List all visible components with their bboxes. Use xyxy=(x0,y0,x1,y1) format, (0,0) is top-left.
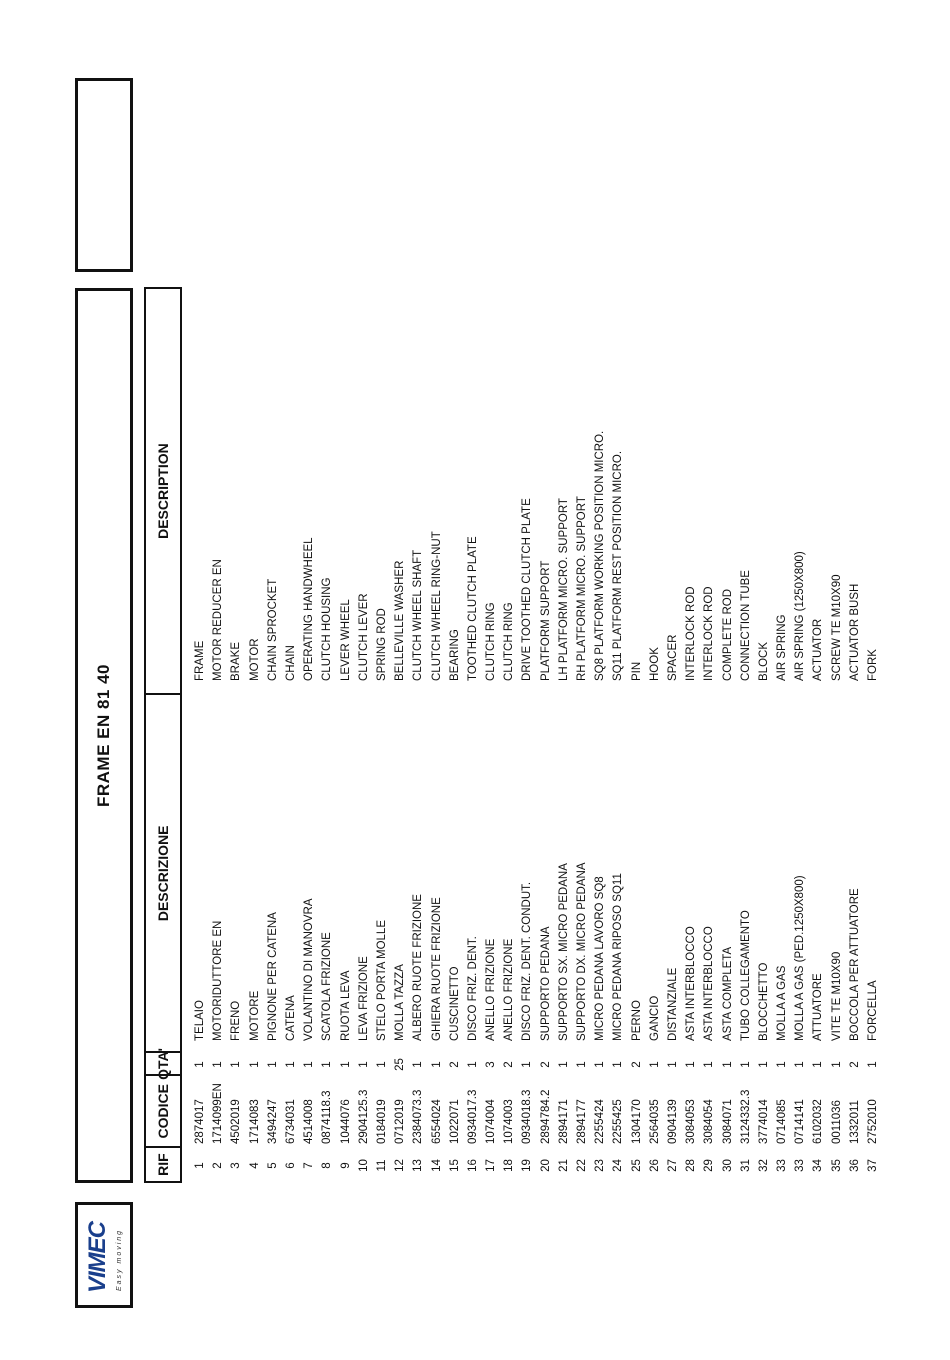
cell-descrizione: TELAIO xyxy=(194,1000,207,1041)
cell-descrizione: BOCCOLA PER ATTUATORE xyxy=(848,888,861,1041)
blank-corner-box xyxy=(75,78,133,272)
cell-descrizione: ATTUATORE xyxy=(812,973,825,1041)
cell-descrizione: MOTORE xyxy=(248,990,261,1041)
cell-description: PLATFORM SUPPORT xyxy=(539,560,552,681)
cell-descrizione: DISTANZIALE xyxy=(666,967,679,1041)
title-box xyxy=(75,288,133,1183)
cell-qta: 1 xyxy=(557,1061,570,1068)
header-codice: CODICE xyxy=(146,1074,180,1146)
cell-qta: 1 xyxy=(321,1061,334,1068)
table-row xyxy=(737,287,755,1183)
cell-qta: 1 xyxy=(375,1061,388,1068)
cell-descrizione: ANELLO FRIZIONE xyxy=(485,938,498,1041)
cell-descrizione: CATENA xyxy=(285,995,298,1041)
cell-qta: 1 xyxy=(612,1061,625,1068)
cell-description: LEVER WHEEL xyxy=(339,599,352,681)
table-row xyxy=(391,287,409,1183)
cell-qta: 1 xyxy=(430,1061,443,1068)
table-row xyxy=(500,287,518,1183)
cell-descrizione: ALBERO RUOTE FRIZIONE xyxy=(412,894,425,1041)
cell-qta: 1 xyxy=(685,1061,698,1068)
table-row xyxy=(700,287,718,1183)
cell-descrizione: MOLLA A GAS (PED.1250X800) xyxy=(794,875,807,1041)
cell-descrizione: ASTA COMPLETA xyxy=(721,946,734,1041)
cell-rif: 14 xyxy=(430,1159,443,1172)
table-row xyxy=(355,287,373,1183)
cell-description: CHAIN SPROCKET xyxy=(266,578,279,681)
cell-descrizione: SUPPORTO SX. MICRO PEDANA xyxy=(557,863,570,1041)
cell-qta: 1 xyxy=(266,1061,279,1068)
cell-qta: 1 xyxy=(412,1061,425,1068)
cell-qta: 1 xyxy=(212,1061,225,1068)
cell-codice: 0011036 xyxy=(830,1100,843,1144)
cell-qta: 1 xyxy=(466,1061,479,1068)
cell-codice: 2564035 xyxy=(648,1099,661,1144)
cell-rif: 4 xyxy=(248,1162,261,1169)
cell-qta: 1 xyxy=(230,1061,243,1068)
cell-qta: 1 xyxy=(812,1061,825,1068)
cell-rif: 21 xyxy=(557,1159,570,1172)
cell-codice: 2904125.3 xyxy=(357,1089,370,1144)
cell-qta: 2 xyxy=(539,1061,552,1068)
cell-description: ACTUATOR BUSH xyxy=(848,583,861,681)
cell-qta: 1 xyxy=(794,1061,807,1068)
cell-qta: 1 xyxy=(776,1061,789,1068)
table-row xyxy=(573,287,591,1183)
cell-description: CONNECTION TUBE xyxy=(739,570,752,681)
cell-descrizione: VOLANTINO DI MANOVRA xyxy=(303,898,316,1041)
cell-description: AIR SPRING (1250X800) xyxy=(794,551,807,681)
cell-codice: 2384073.3 xyxy=(412,1089,425,1144)
table-row xyxy=(773,287,791,1183)
cell-codice: 1074003 xyxy=(503,1099,516,1144)
table-row xyxy=(609,287,627,1183)
table-row xyxy=(718,287,736,1183)
cell-codice: 0904139 xyxy=(666,1099,679,1144)
cell-codice: 4502019 xyxy=(230,1099,243,1144)
cell-description: BELLEVILLE WASHER xyxy=(394,560,407,681)
cell-codice: 0934017.3 xyxy=(466,1089,479,1144)
cell-descrizione: SCATOLA FRIZIONE xyxy=(321,932,334,1041)
table-row xyxy=(337,287,355,1183)
table-row xyxy=(409,287,427,1183)
cell-descrizione: VITE TE M10X90 xyxy=(830,951,843,1041)
cell-descrizione: TUBO COLLEGAMENTO xyxy=(739,910,752,1041)
cell-rif: 31 xyxy=(739,1159,752,1172)
table-row xyxy=(300,287,318,1183)
cell-qta: 1 xyxy=(721,1061,734,1068)
cell-codice: 2874017 xyxy=(194,1099,207,1144)
cell-rif: 25 xyxy=(630,1159,643,1172)
cell-codice: 0184019 xyxy=(375,1099,388,1144)
table-row xyxy=(482,287,500,1183)
cell-qta: 1 xyxy=(576,1061,589,1068)
cell-description: OPERATING HANDWHEEL xyxy=(303,537,316,681)
cell-description: FRAME xyxy=(194,640,207,681)
cell-description: HOOK xyxy=(648,647,661,681)
cell-qta: 1 xyxy=(248,1061,261,1068)
table-row xyxy=(282,287,300,1183)
cell-rif: 33 xyxy=(794,1159,807,1172)
cell-qta: 1 xyxy=(739,1061,752,1068)
cell-codice: 6102032 xyxy=(812,1099,825,1144)
table-row xyxy=(464,287,482,1183)
cell-description: CLUTCH HOUSING xyxy=(321,577,334,681)
table-row xyxy=(755,287,773,1183)
cell-descrizione: FORCELLA xyxy=(867,980,880,1041)
cell-descrizione: MOLLA A GAS xyxy=(776,965,789,1041)
cell-descrizione: BLOCCHETTO xyxy=(757,962,770,1041)
cell-qta: 2 xyxy=(503,1061,516,1068)
header-rif: RIF xyxy=(146,1146,180,1181)
cell-description: SQ11 PLATFORM REST POSITION MICRO. xyxy=(612,450,625,681)
cell-rif: 24 xyxy=(612,1159,625,1172)
cell-descrizione: DISCO FRIZ. DENT. CONDUT. xyxy=(521,881,534,1041)
cell-description: BLOCK xyxy=(757,642,770,681)
cell-qta: 1 xyxy=(757,1061,770,1068)
cell-descrizione: MICRO PEDANA RIPOSO SQ11 xyxy=(612,873,625,1041)
cell-description: BRAKE xyxy=(230,642,243,681)
cell-codice: 3774014 xyxy=(757,1099,770,1144)
cell-qta: 2 xyxy=(630,1061,643,1068)
cell-rif: 16 xyxy=(466,1159,479,1172)
cell-codice: 3494247 xyxy=(266,1099,279,1144)
cell-rif: 7 xyxy=(303,1162,316,1169)
cell-description: RH PLATFORM MICRO. SUPPORT xyxy=(576,496,589,681)
cell-description: PIN xyxy=(630,661,643,681)
cell-descrizione: PIGNONE PER CATENA xyxy=(266,912,279,1041)
cell-rif: 26 xyxy=(648,1159,661,1172)
cell-rif: 30 xyxy=(721,1159,734,1172)
cell-rif: 9 xyxy=(339,1162,352,1169)
cell-rif: 20 xyxy=(539,1159,552,1172)
table-row xyxy=(227,287,245,1183)
table-row xyxy=(555,287,573,1183)
cell-descrizione: DISCO FRIZ. DENT. xyxy=(466,936,479,1041)
cell-descrizione: STELO PORTA MOLLE xyxy=(375,919,388,1041)
table-row xyxy=(628,287,646,1183)
brand-logo xyxy=(75,1202,133,1308)
cell-descrizione: SUPPORTO PEDANA xyxy=(539,926,552,1041)
cell-qta: 1 xyxy=(357,1061,370,1068)
cell-qta: 25 xyxy=(394,1058,407,1071)
cell-rif: 29 xyxy=(703,1159,716,1172)
cell-codice: 1044076 xyxy=(339,1099,352,1144)
cell-codice: 1304170 xyxy=(630,1099,643,1144)
cell-rif: 2 xyxy=(212,1162,225,1169)
cell-qta: 3 xyxy=(485,1061,498,1068)
table-row xyxy=(537,287,555,1183)
table-row xyxy=(791,287,809,1183)
table-row xyxy=(846,287,864,1183)
cell-qta: 1 xyxy=(521,1061,534,1068)
cell-qta: 1 xyxy=(285,1061,298,1068)
cell-rif: 6 xyxy=(285,1162,298,1169)
cell-description: CLUTCH WHEEL RING-NUT xyxy=(430,531,443,681)
cell-rif: 22 xyxy=(576,1159,589,1172)
cell-codice: 2255425 xyxy=(612,1099,625,1144)
cell-rif: 27 xyxy=(666,1159,679,1172)
table-row xyxy=(682,287,700,1183)
cell-codice: 1714083 xyxy=(248,1099,261,1144)
cell-descrizione: CUSCINETTO xyxy=(448,966,461,1041)
header-description: DESCRIPTION xyxy=(155,443,171,539)
page-title: FRAME EN 81 40 xyxy=(94,663,113,808)
cell-codice: 0874118.3 xyxy=(321,1090,334,1144)
cell-rif: 33 xyxy=(776,1159,789,1172)
cell-qta: 1 xyxy=(867,1061,880,1068)
cell-description: MOTOR REDUCER EN xyxy=(212,559,225,681)
cell-descrizione: MICRO PEDANA LAVORO SQ8 xyxy=(594,876,607,1041)
cell-qta: 1 xyxy=(339,1061,352,1068)
cell-codice: 2894171 xyxy=(557,1099,570,1144)
cell-description: CLUTCH RING xyxy=(503,602,516,681)
cell-codice: 3084054 xyxy=(703,1099,716,1144)
cell-description: CLUTCH RING xyxy=(485,602,498,681)
cell-rif: 36 xyxy=(848,1159,861,1172)
cell-descrizione: MOTORIDUTTORE EN xyxy=(212,920,225,1041)
header-qta: QTA' xyxy=(146,1051,180,1074)
cell-descrizione: FRENO xyxy=(230,1000,243,1041)
cell-codice: 3124332.3 xyxy=(739,1089,752,1144)
cell-description: INTERLOCK ROD xyxy=(703,586,716,681)
cell-codice: 3084053 xyxy=(685,1099,698,1144)
cell-description: LH PLATFORM MICRO. SUPPORT xyxy=(557,498,570,681)
cell-qta: 1 xyxy=(648,1061,661,1068)
table-row xyxy=(828,287,846,1183)
cell-rif: 1 xyxy=(194,1162,207,1169)
cell-qta: 1 xyxy=(303,1061,316,1068)
cell-description: FORK xyxy=(867,649,880,681)
cell-description: SPACER xyxy=(666,634,679,681)
logo-wordmark: VIMEC xyxy=(84,1221,111,1293)
cell-codice: 0934018.3 xyxy=(521,1089,534,1144)
table-row xyxy=(264,287,282,1183)
cell-qta: 2 xyxy=(848,1061,861,1068)
cell-codice: 0712019 xyxy=(394,1099,407,1144)
cell-rif: 3 xyxy=(230,1162,243,1169)
table-row xyxy=(518,287,536,1183)
cell-codice: 1714099EN xyxy=(212,1083,225,1144)
cell-description: ACTUATOR xyxy=(812,618,825,681)
cell-rif: 11 xyxy=(375,1159,388,1172)
cell-codice: 2255424 xyxy=(594,1099,607,1144)
cell-descrizione: GANCIO xyxy=(648,995,661,1041)
cell-description: TOOTHED CLUTCH PLATE xyxy=(466,536,479,681)
cell-descrizione: GHIERA RUOTE FRIZIONE xyxy=(430,897,443,1041)
table-row xyxy=(591,287,609,1183)
table-header xyxy=(144,287,182,1183)
cell-descrizione: SUPPORTO DX. MICRO PEDANA xyxy=(576,862,589,1041)
cell-description: SCREW TE M10X90 xyxy=(830,574,843,681)
cell-codice: 1074004 xyxy=(485,1099,498,1144)
cell-rif: 12 xyxy=(394,1159,407,1172)
cell-descrizione: PERNO xyxy=(630,1000,643,1041)
cell-codice: 3084071 xyxy=(721,1099,734,1144)
cell-rif: 28 xyxy=(685,1159,698,1172)
cell-descrizione: RUOTA LEVA xyxy=(339,970,352,1041)
cell-rif: 8 xyxy=(321,1162,334,1169)
table-row xyxy=(318,287,336,1183)
cell-qta: 1 xyxy=(666,1061,679,1068)
table-row xyxy=(446,287,464,1183)
cell-description: COMPLETE ROD xyxy=(721,588,734,681)
cell-rif: 18 xyxy=(503,1159,516,1172)
cell-description: SQ8 PLATFORM WORKING POSITION MICRO. xyxy=(594,430,607,681)
cell-qta: 1 xyxy=(830,1061,843,1068)
cell-rif: 34 xyxy=(812,1159,825,1172)
cell-description: AIR SPRING xyxy=(776,614,789,681)
table-row xyxy=(191,287,209,1183)
cell-rif: 15 xyxy=(448,1159,461,1172)
table-row xyxy=(209,287,227,1183)
cell-rif: 35 xyxy=(830,1159,843,1172)
cell-rif: 19 xyxy=(521,1159,534,1172)
cell-qta: 1 xyxy=(703,1061,716,1068)
cell-codice: 2894177 xyxy=(576,1099,589,1144)
cell-description: INTERLOCK ROD xyxy=(685,586,698,681)
table-row xyxy=(246,287,264,1183)
cell-descrizione: LEVA FRIZIONE xyxy=(357,956,370,1041)
cell-description: SPRING ROD xyxy=(375,608,388,681)
logo-tagline: Easy moving xyxy=(116,1228,123,1291)
cell-rif: 17 xyxy=(485,1159,498,1172)
cell-description: CLUTCH LEVER xyxy=(357,593,370,681)
cell-descrizione: ANELLO FRIZIONE xyxy=(503,938,516,1041)
cell-codice: 4514008 xyxy=(303,1099,316,1144)
cell-qta: 2 xyxy=(448,1061,461,1068)
cell-rif: 10 xyxy=(357,1159,370,1172)
cell-rif: 13 xyxy=(412,1159,425,1172)
table-row xyxy=(664,287,682,1183)
cell-rif: 5 xyxy=(266,1162,279,1169)
cell-codice: 2752010 xyxy=(867,1099,880,1144)
cell-descrizione: MOLLA TAZZA xyxy=(394,964,407,1041)
cell-rif: 32 xyxy=(757,1159,770,1172)
cell-codice: 2894784.2 xyxy=(539,1089,552,1144)
table-row xyxy=(864,287,882,1183)
cell-codice: 1332011 xyxy=(848,1100,861,1144)
cell-codice: 6554024 xyxy=(430,1099,443,1144)
cell-description: BEARING xyxy=(448,629,461,681)
cell-description: CHAIN xyxy=(285,645,298,681)
cell-description: CLUTCH WHEEL SHAFT xyxy=(412,549,425,681)
table-row xyxy=(809,287,827,1183)
cell-codice: 1022071 xyxy=(448,1099,461,1144)
cell-descrizione: ASTA INTERBLOCCO xyxy=(685,926,698,1041)
cell-description: MOTOR xyxy=(248,638,261,681)
cell-qta: 1 xyxy=(594,1061,607,1068)
cell-rif: 37 xyxy=(867,1159,880,1172)
parts-table-body xyxy=(191,287,882,1183)
header-descrizione: DESCRIZIONE xyxy=(146,693,180,1051)
table-row xyxy=(427,287,445,1183)
cell-qta: 1 xyxy=(194,1061,207,1068)
cell-codice: 0714141 xyxy=(794,1099,807,1144)
table-row xyxy=(646,287,664,1183)
cell-codice: 6734031 xyxy=(285,1099,298,1144)
cell-codice: 0714085 xyxy=(776,1099,789,1144)
cell-descrizione: ASTA INTERBLOCCO xyxy=(703,926,716,1041)
table-row xyxy=(373,287,391,1183)
cell-description: DRIVE TOOTHED CLUTCH PLATE xyxy=(521,498,534,681)
cell-rif: 23 xyxy=(594,1159,607,1172)
